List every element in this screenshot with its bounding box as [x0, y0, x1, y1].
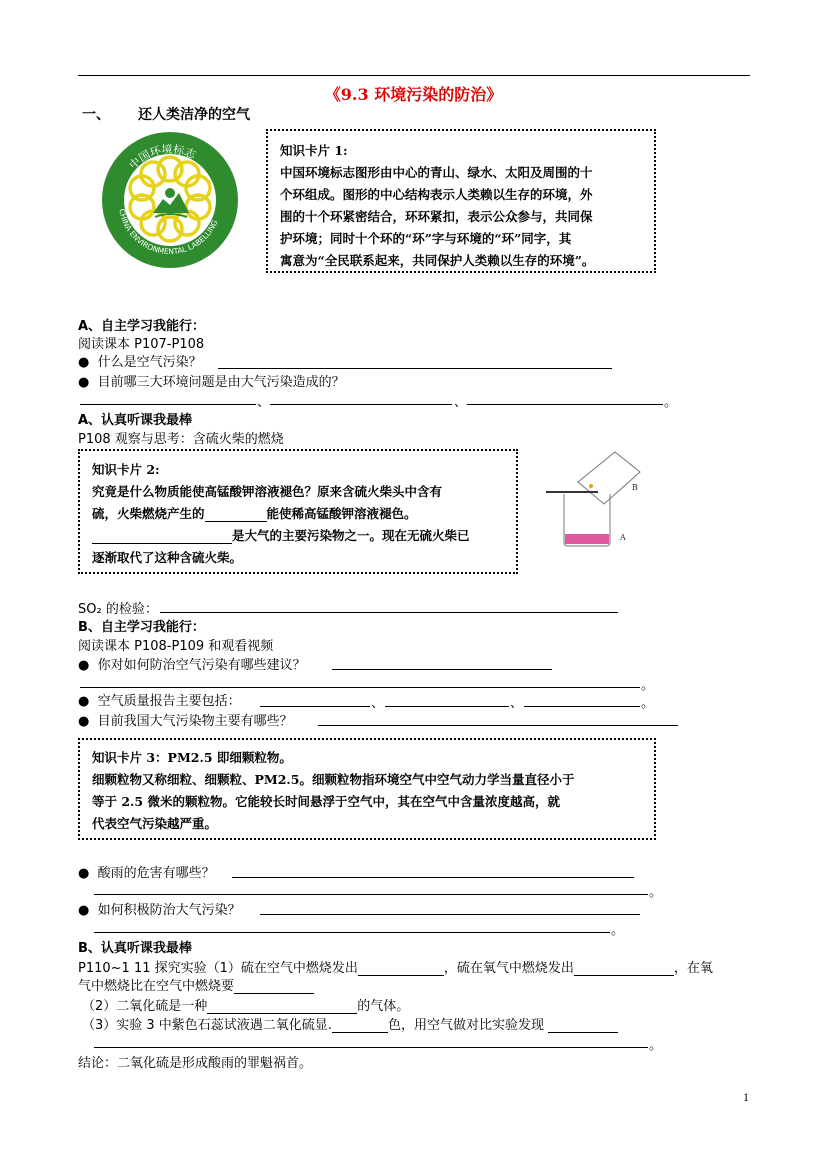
card2-line	[92, 504, 417, 522]
section-a2-heading: A、认真听课我最棒	[78, 413, 193, 428]
question-text: 什么是空气污染？	[97, 355, 202, 370]
period: 。	[611, 923, 625, 938]
card2-text: 硫，火柴燃烧产生的	[92, 506, 205, 521]
answer-line[interactable]	[524, 706, 640, 707]
answer-line[interactable]	[260, 914, 640, 915]
card3-line: 代表空气污染越严重。	[92, 816, 218, 831]
label-b: B	[632, 483, 638, 492]
card3-line: 细颗粒物又称细粒、细颗粒、PM2.5。细颗粒物指环境空气中空气动力学当量直径小于	[92, 772, 575, 787]
answer-line[interactable]	[270, 404, 452, 405]
so2-test-label: SO₂ 的检验：	[78, 602, 158, 617]
logo-text-en: CHINA ENVIRONMENTAL LABELLING	[117, 208, 220, 257]
question-acid-rain: ● 酸雨的危害有哪些？	[78, 866, 215, 881]
blank[interactable]	[574, 961, 674, 976]
question-air-pollution: ● 什么是空气污染？	[78, 355, 202, 370]
question-text: 如何积极防治大气污染？	[97, 903, 241, 918]
blank[interactable]	[332, 1018, 388, 1033]
card1-line: 中国环境标志图形由中心的青山、绿水、太阳及周围的十	[280, 165, 593, 180]
experiment-text: ，硫在氧气中燃烧发出	[443, 961, 574, 976]
section1-number: 一、	[82, 107, 110, 123]
experiment-line-3	[82, 995, 409, 1014]
experiment-line-1	[78, 957, 713, 976]
label-a: A	[620, 533, 626, 542]
answer-line[interactable]	[94, 932, 610, 933]
section1-title: 还人类洁净的空气	[138, 107, 250, 123]
period: 。	[649, 885, 663, 900]
card2-line: 逐渐取代了这种含硫火柴。	[92, 550, 243, 565]
experiment-text: （3）实验 3 中紫色石蕊试液遇二氧化硫显.	[82, 1018, 332, 1033]
period: 。	[664, 395, 678, 410]
answer-line[interactable]	[94, 1047, 648, 1048]
card2-line	[92, 526, 470, 544]
period: 。	[649, 1038, 663, 1053]
answer-line[interactable]	[218, 368, 612, 369]
blank[interactable]	[548, 1018, 618, 1033]
question-pollutants: ● 目前我国大气污染物主要有哪些？	[78, 714, 293, 729]
answer-line[interactable]	[260, 706, 370, 707]
experiment-text: 的气体。	[357, 999, 410, 1014]
period: 。	[641, 696, 655, 711]
question-text: 目前哪三大环境问题是由大气污染造成的？	[97, 375, 345, 390]
experiment-text: ，在氧	[673, 961, 713, 976]
conclusion: 结论：二氧化硫是形成酸雨的罪魁祸首。	[78, 1056, 313, 1071]
experiment-text: P110~1 11 探究实验（1）硫在空气中燃烧发出	[78, 961, 358, 976]
experiment-text: （2）二氧化硫是一种	[82, 999, 208, 1014]
knowledge-card-2	[78, 449, 518, 574]
separator: 、	[510, 696, 524, 711]
answer-line[interactable]	[467, 404, 663, 405]
question-suggestions: ● 你对如何防治空气污染有哪些建议？	[78, 658, 306, 673]
question-text: 你对如何防治空气污染有哪些建议？	[97, 658, 306, 673]
section-b2-heading: B、认真听课我最棒	[78, 941, 192, 956]
blank[interactable]	[234, 979, 314, 994]
card3-line: 知识卡片 3：PM2.5 即细颗粒物。	[92, 750, 292, 765]
environmental-label-logo	[101, 131, 239, 269]
blank[interactable]	[205, 507, 267, 522]
answer-line[interactable]	[232, 877, 634, 878]
answer-line[interactable]	[94, 894, 648, 895]
card1-line: 知识卡片 1:	[280, 143, 348, 158]
question-text: 目前我国大气污染物主要有哪些？	[97, 714, 293, 729]
card1-line: 寓意为“全民联系起来，共同保护人类赖以生存的环境”。	[280, 253, 595, 268]
question-text: 酸雨的危害有哪些？	[97, 866, 215, 881]
answer-line[interactable]	[318, 725, 678, 726]
blank[interactable]	[207, 999, 357, 1014]
knowledge-card-3	[78, 738, 656, 840]
card2-line: 知识卡片 2:	[92, 462, 160, 477]
question-text: 空气质量报告主要包括：	[97, 694, 241, 709]
card1-line: 个环组成。图形的中心结构表示人类赖以生存的环境，外	[280, 187, 593, 202]
card1-line: 围的十个环紧密结合，环环紧扣，表示公众参与，共同保	[280, 209, 593, 224]
section-a1-heading: A、自主学习我能行：	[78, 319, 206, 334]
separator: 、	[257, 395, 271, 410]
period: 。	[641, 678, 655, 693]
experiment-line-2	[78, 975, 314, 994]
experiment-text: 色，用空气做对比实验发现	[387, 1018, 544, 1033]
logo-text-cn: 中国环境标志	[126, 142, 198, 172]
section-a2-sub: P108 观察与思考：含硫火柴的燃烧	[78, 432, 284, 447]
section-a1-reading: 阅读课本 P107-P108	[78, 337, 205, 352]
match-burning-figure	[540, 448, 650, 548]
answer-line[interactable]	[385, 706, 509, 707]
knowledge-card-1	[266, 129, 656, 273]
question-prevention: ● 如何积极防治大气污染？	[78, 903, 241, 918]
experiment-line-4	[82, 1014, 618, 1033]
question-air-report: ● 空气质量报告主要包括：	[78, 694, 241, 709]
experiment-text: 气中燃烧比在空气中燃烧要	[78, 979, 235, 994]
page-title: 《9.3 环境污染的防治》	[324, 85, 503, 104]
header-rule	[78, 75, 750, 76]
section-b1-heading: B、自主学习我能行：	[78, 620, 205, 635]
question-three-problems: ● 目前哪三大环境问题是由大气污染造成的？	[78, 375, 345, 390]
answer-line[interactable]	[160, 612, 618, 613]
card1-line: 护环境；同时十个环的“环”字与环境的“环”同字，其	[280, 231, 572, 246]
section-b1-reading: 阅读课本 P108-P109 和观看视频	[78, 639, 274, 654]
answer-line[interactable]	[80, 404, 256, 405]
separator: 、	[454, 395, 468, 410]
answer-line[interactable]	[332, 669, 552, 670]
separator: 、	[371, 696, 385, 711]
card2-text: 是大气的主要污染物之一。现在无硫火柴已	[232, 528, 470, 543]
blank[interactable]	[358, 961, 444, 976]
card3-line: 等于 2.5 微米的颗粒物。它能较长时间悬浮于空气中，其在空气中含量浓度越高，就	[92, 794, 560, 809]
blank[interactable]	[92, 529, 232, 544]
answer-line[interactable]	[80, 687, 640, 688]
page-number: 1	[743, 1090, 749, 1104]
card2-line: 究竟是什么物质能使高锰酸钾溶液褪色？原来含硫火柴头中含有	[92, 484, 443, 499]
card2-text: 能使稀高锰酸钾溶液褪色。	[266, 506, 417, 521]
